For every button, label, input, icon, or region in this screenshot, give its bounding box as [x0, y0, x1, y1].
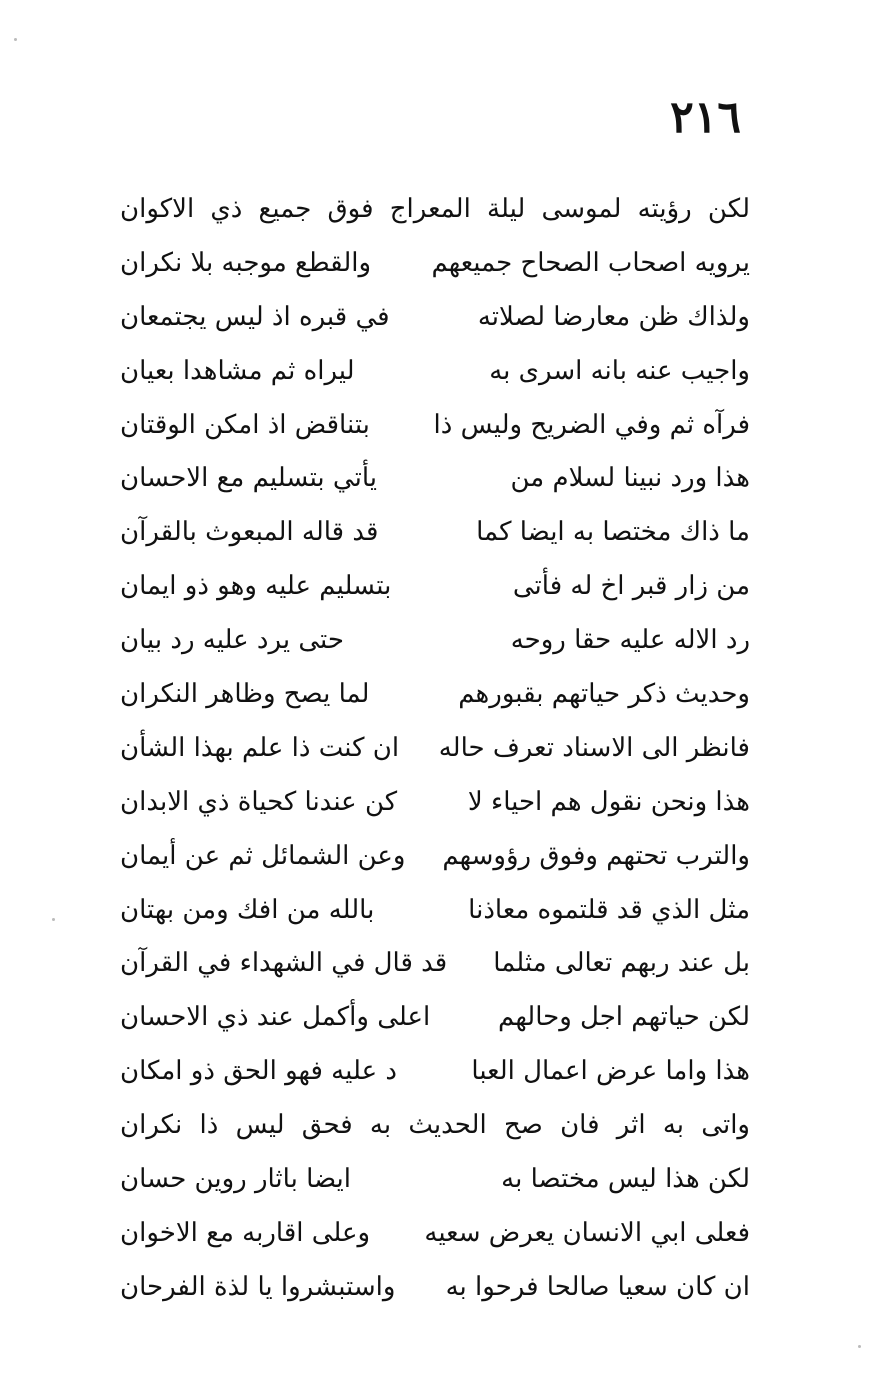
verse-first-hemistich: من زار قبر اخ له فأتى — [512, 571, 750, 602]
verse-line — [120, 1207, 750, 1261]
verse-line — [120, 722, 750, 776]
verse-first-hemistich: فعلى ابي الانسان يعرض سعيه — [424, 1217, 750, 1248]
verse-first-hemistich: ولذاك ظن معارضا لصلاته — [477, 301, 750, 332]
verse-second-hemistich: اعلى وأكمل عند ذي الاحسان — [120, 1002, 431, 1033]
verse-first-hemistich: واتى به اثر فان صح الحديث به فحق ليس ذا نكران — [120, 1110, 750, 1141]
verse-second-hemistich: لما يصح وظاهر النكران — [120, 679, 370, 710]
verse-first-hemistich: والترب تحتهم وفوق رؤوسهم — [442, 840, 750, 871]
verse-first-hemistich: رد الاله عليه حقا روحه — [510, 625, 750, 656]
verse-second-hemistich: ليراه ثم مشاهدا بعيان — [120, 355, 355, 386]
verse-line — [120, 399, 750, 453]
verse-second-hemistich: والقطع موجبه بلا نكران — [120, 247, 372, 278]
verse-second-hemistich: ايضا باثار روين حسان — [120, 1164, 352, 1195]
verse-first-hemistich: لكن حياتهم اجل وحالهم — [498, 1002, 750, 1033]
verse-first-hemistich: لكن رؤيته لموسى ليلة المعراج فوق جميع ذي الاكوان — [120, 194, 750, 224]
verse-line — [120, 668, 750, 722]
verse-second-hemistich: وعلى اقاربه مع الاخوان — [120, 1217, 371, 1248]
verse-line — [120, 1045, 750, 1099]
verse-second-hemistich: كن عندنا كحياة ذي الابدان — [120, 786, 398, 817]
verse-second-hemistich: بالله من افك ومن بهتان — [120, 894, 375, 925]
verse-first-hemistich: واجيب عنه بانه اسرى به — [489, 355, 750, 386]
page-speck — [52, 918, 55, 921]
verse-line — [120, 614, 750, 668]
verse-line — [120, 291, 750, 345]
verse-line — [120, 884, 750, 938]
verse-first-hemistich: هذا ورد نبينا لسلام من — [510, 463, 750, 494]
verse-first-hemistich: هذا ونحن نقول هم احياء لا — [467, 786, 750, 817]
verse-line — [120, 560, 750, 614]
page-number: ٢١٦ — [670, 92, 741, 143]
verse-first-hemistich: بل عند ربهم تعالى مثلما — [493, 948, 750, 979]
verse-first-hemistich: فرآه ثم وفي الضريح وليس ذا — [433, 409, 750, 440]
verse-line — [120, 1099, 750, 1153]
verse-second-hemistich: يأتي بتسليم مع الاحسان — [120, 463, 377, 494]
verse-line — [120, 776, 750, 830]
verse-line — [120, 937, 750, 991]
verse-second-hemistich: د عليه فهو الحق ذو امكان — [120, 1056, 397, 1087]
verse-line — [120, 830, 750, 884]
poem-verses — [120, 183, 750, 1315]
verse-second-hemistich: واستبشروا يا لذة الفرحان — [120, 1271, 396, 1302]
verse-line — [120, 1261, 750, 1315]
verse-first-hemistich: لكن هذا ليس مختصا به — [501, 1164, 750, 1195]
verse-line — [120, 452, 750, 506]
verse-second-hemistich: في قبره اذ ليس يجتمعان — [120, 301, 390, 332]
verse-first-hemistich: فانظر الى الاسناد تعرف حاله — [438, 732, 750, 763]
page-speck — [858, 1345, 861, 1348]
verse-second-hemistich: وعن الشمائل ثم عن أيمان — [120, 840, 406, 871]
verse-first-hemistich: ان كان سعيا صالحا فرحوا به — [445, 1271, 750, 1302]
verse-first-hemistich: وحديث ذكر حياتهم بقبورهم — [458, 679, 750, 710]
verse-line — [120, 506, 750, 560]
verse-line — [120, 237, 750, 291]
verse-first-hemistich: ما ذاك مختصا به ايضا كما — [476, 517, 750, 548]
verse-second-hemistich: حتى يرد عليه رد بيان — [120, 625, 344, 656]
verse-line — [120, 1153, 750, 1207]
verse-line — [120, 991, 750, 1045]
verse-second-hemistich: بتسليم عليه وهو ذو ايمان — [120, 571, 392, 602]
verse-second-hemistich: بتناقض اذ امكن الوقتان — [120, 409, 370, 440]
verse-line — [120, 345, 750, 399]
verse-second-hemistich: ان كنت ذا علم بهذا الشأن — [120, 732, 400, 763]
verse-first-hemistich: هذا واما عرض اعمال العبا — [471, 1056, 750, 1087]
verse-line — [120, 183, 750, 237]
page-speck — [14, 38, 17, 41]
verse-second-hemistich: قد قال في الشهداء في القرآن — [120, 948, 448, 979]
verse-first-hemistich: مثل الذي قد قلتموه معاذنا — [468, 894, 750, 925]
verse-first-hemistich: يرويه اصحاب الصحاح جميعهم — [431, 247, 750, 278]
verse-second-hemistich: قد قاله المبعوث بالقرآن — [120, 517, 379, 548]
